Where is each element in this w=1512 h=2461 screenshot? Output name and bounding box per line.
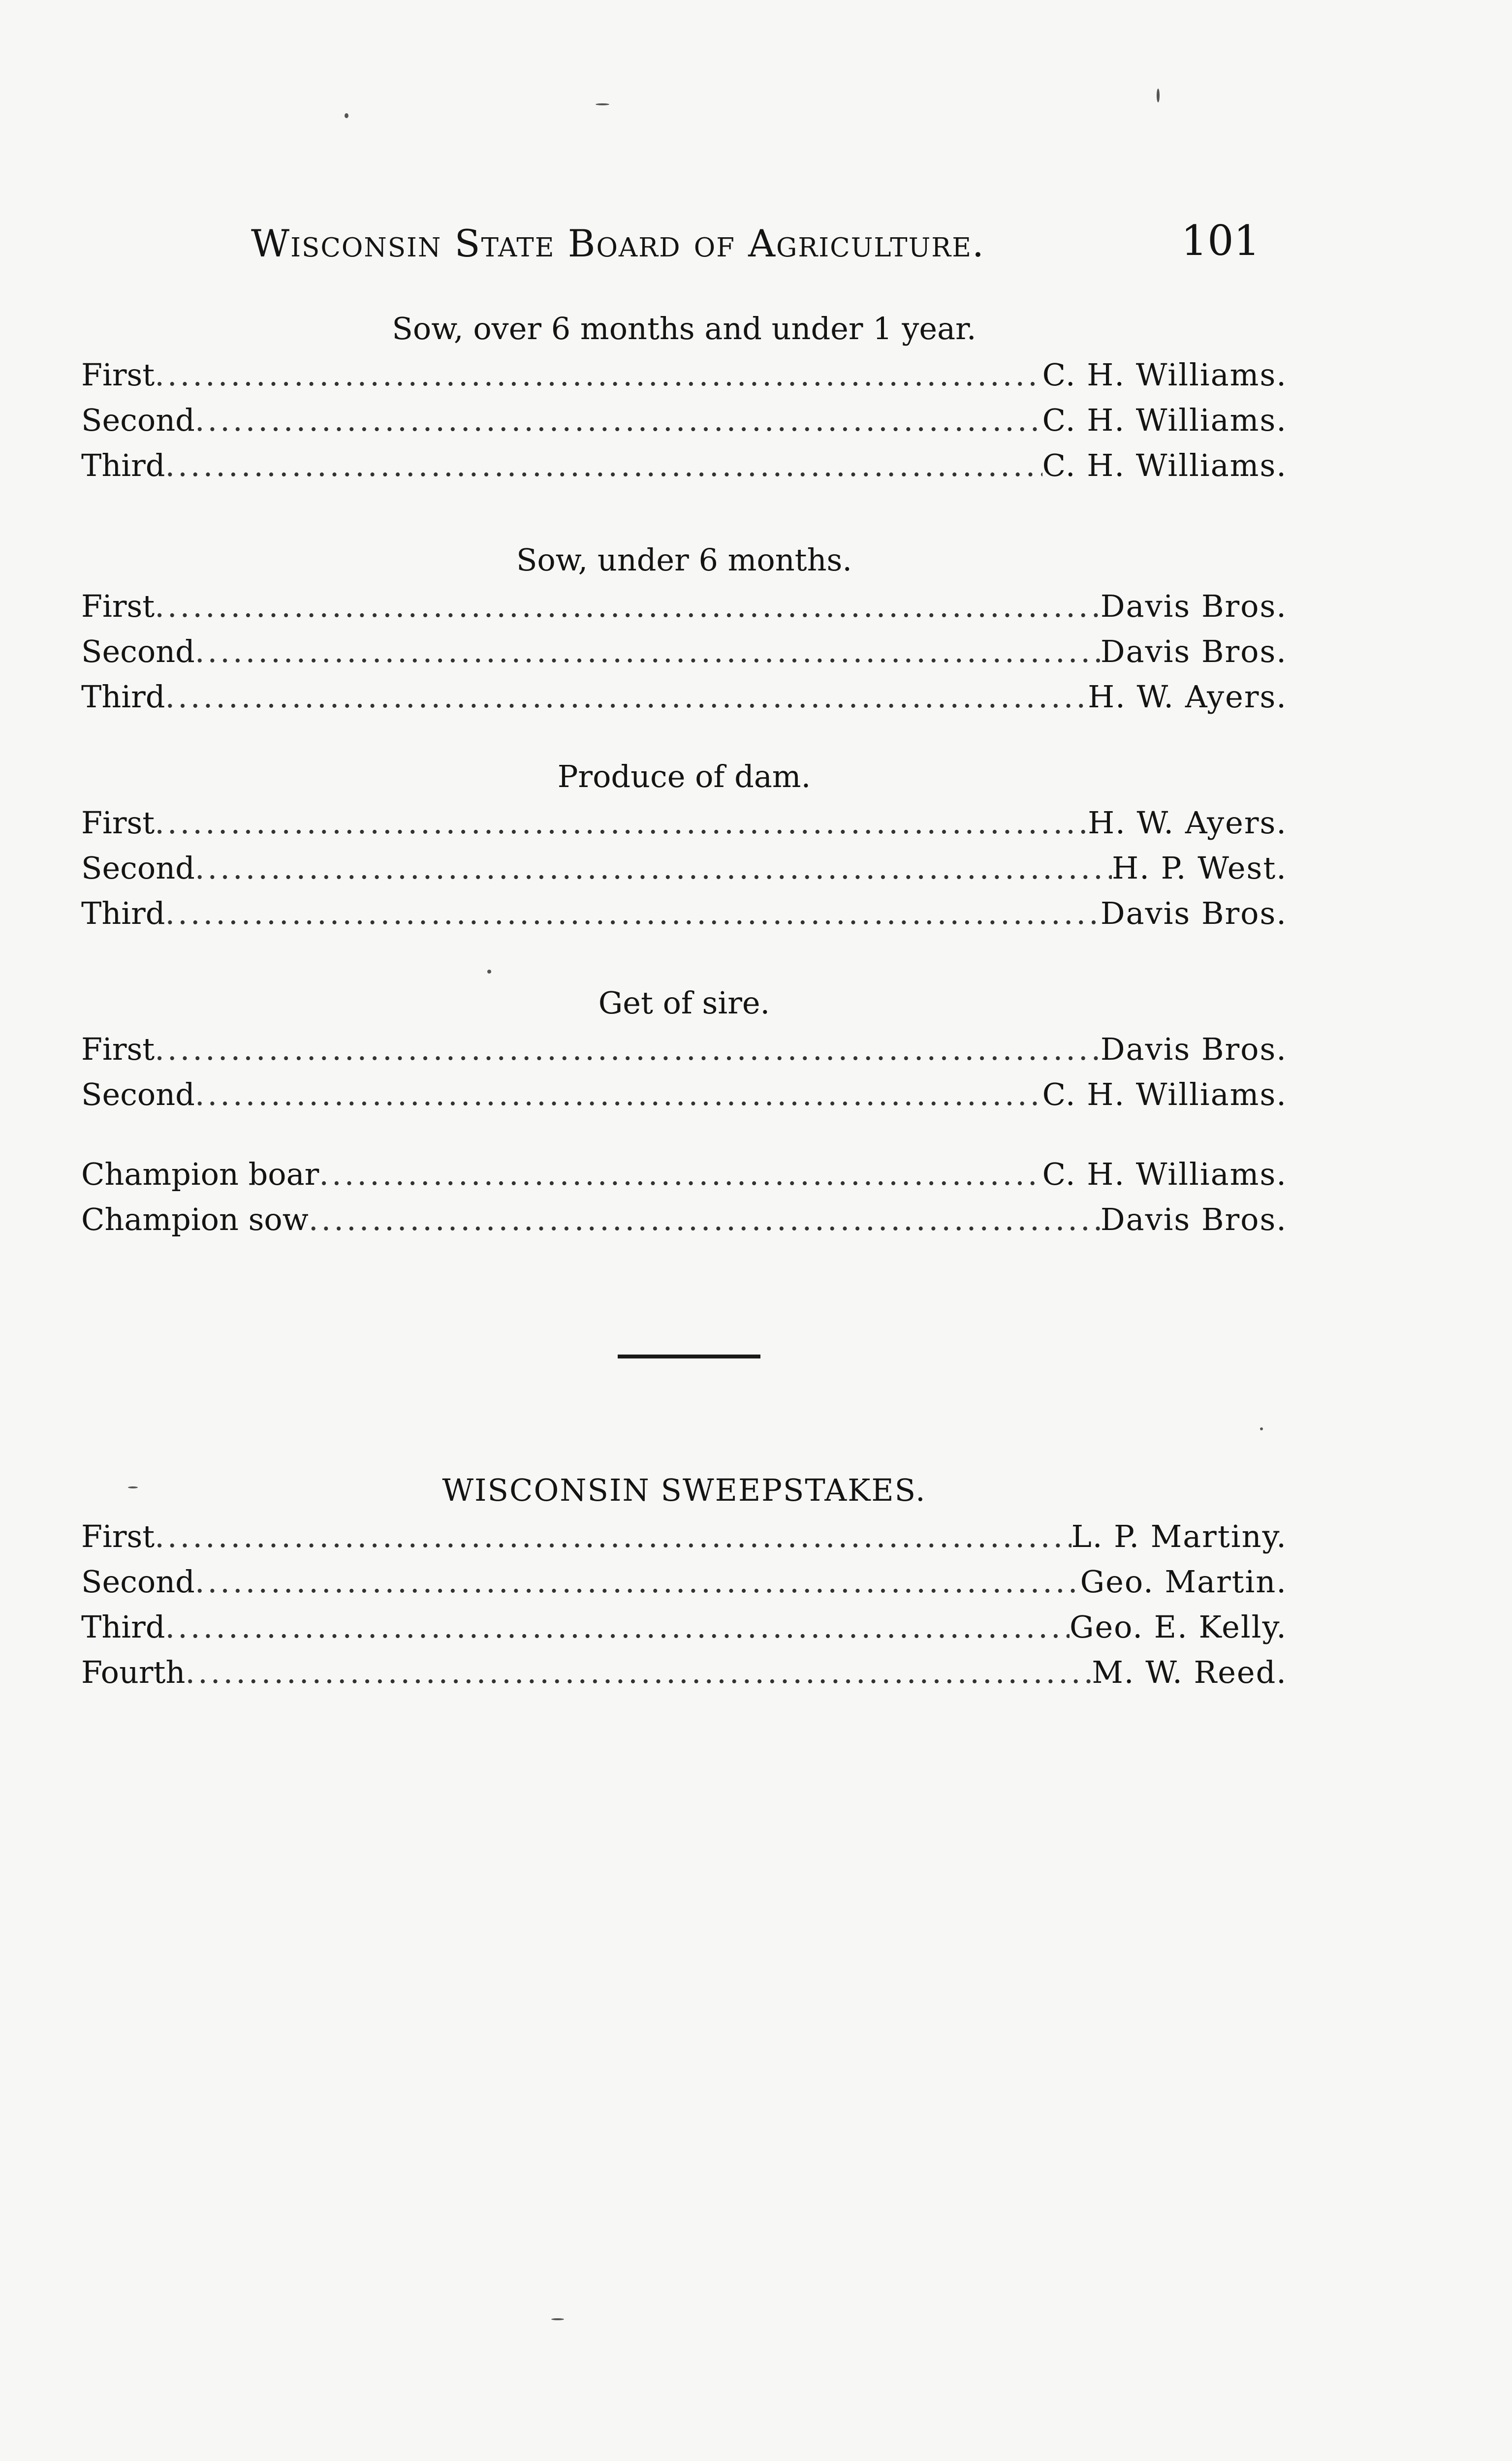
list-item	[81, 674, 1287, 720]
list-item	[81, 1152, 1287, 1197]
scan-speck	[345, 113, 348, 118]
scan-speck	[1157, 89, 1160, 102]
winner-name: C. H. Williams.	[1042, 1156, 1287, 1192]
leader-dots	[195, 629, 1101, 674]
list-item	[81, 891, 1287, 936]
place-label: Second	[81, 1076, 195, 1112]
list-item	[81, 398, 1287, 443]
list-item	[81, 1197, 1287, 1242]
section-heading: WISCONSIN SWEEPSTAKES.	[442, 1472, 926, 1508]
winner-name: Davis Bros.	[1100, 1031, 1287, 1067]
winner-name: H. W. Ayers.	[1088, 805, 1287, 841]
leader-dots	[165, 674, 1088, 720]
leader-dots	[195, 1072, 1042, 1117]
leader-dots	[165, 443, 1042, 488]
scan-speck	[128, 1486, 138, 1488]
list-item	[81, 1605, 1287, 1650]
leader-dots	[155, 800, 1088, 846]
scan-speck	[487, 970, 491, 974]
list-item	[81, 1559, 1287, 1605]
winner-name: C. H. Williams.	[1042, 402, 1287, 438]
scan-speck	[1260, 1427, 1263, 1430]
leader-dots	[165, 1605, 1069, 1650]
leader-dots	[195, 846, 1112, 891]
leader-dots	[155, 1514, 1071, 1559]
list-item	[81, 443, 1287, 488]
section-champions	[81, 1152, 1287, 1242]
section-divider	[618, 1355, 760, 1358]
place-label: Fourth	[81, 1654, 186, 1690]
leader-dots	[155, 352, 1042, 398]
section-heading: Sow, under 6 months.	[516, 542, 852, 578]
section-get-of-sire	[81, 979, 1287, 1117]
list-item	[81, 629, 1287, 674]
list-item	[81, 1027, 1287, 1072]
winner-name: C. H. Williams.	[1042, 357, 1287, 393]
leader-dots	[319, 1152, 1042, 1197]
list-item	[81, 584, 1287, 629]
scan-speck	[596, 103, 609, 105]
section-sow-under-6-months	[81, 536, 1287, 720]
list-item	[81, 846, 1287, 891]
list-item	[81, 1650, 1287, 1695]
list-item	[81, 1514, 1287, 1559]
place-label: Champion sow	[81, 1201, 309, 1237]
place-label: Third	[81, 679, 165, 715]
winner-name: Davis Bros.	[1100, 1201, 1287, 1237]
section-sow-over-6-months	[81, 305, 1287, 488]
list-item	[81, 800, 1287, 846]
section-heading: Get of sire.	[598, 985, 770, 1021]
leader-dots	[309, 1197, 1101, 1242]
leader-dots	[155, 1027, 1101, 1072]
section-wisconsin-sweepstakes	[81, 1467, 1287, 1695]
scan-speck	[551, 2318, 564, 2320]
place-label: Second	[81, 1564, 195, 1600]
place-label: First	[81, 1031, 155, 1067]
place-label: Second	[81, 850, 195, 886]
place-label: Second	[81, 633, 195, 669]
place-label: First	[81, 357, 155, 393]
winner-name: Geo. Martin.	[1080, 1564, 1287, 1600]
leader-dots	[165, 891, 1100, 936]
place-label: First	[81, 1518, 155, 1554]
section-heading: Sow, over 6 months and under 1 year.	[392, 311, 976, 347]
place-label: Third	[81, 1609, 165, 1645]
leader-dots	[195, 1559, 1080, 1605]
winner-name: H. P. West.	[1112, 850, 1287, 886]
winner-name: Geo. E. Kelly.	[1069, 1609, 1287, 1645]
list-item	[81, 352, 1287, 398]
place-label: First	[81, 588, 155, 624]
leader-dots	[195, 398, 1042, 443]
winner-name: M. W. Reed.	[1092, 1654, 1287, 1690]
page-number: 101	[1181, 217, 1260, 265]
running-title: Wisconsin State Board of Agriculture.	[251, 221, 985, 265]
leader-dots	[185, 1650, 1092, 1695]
section-produce-of-dam	[81, 753, 1287, 936]
section-heading: Produce of dam.	[557, 758, 811, 794]
winner-name: C. H. Williams.	[1042, 1076, 1287, 1112]
page-header	[251, 217, 1260, 276]
winner-name: Davis Bros.	[1100, 895, 1287, 931]
place-label: Second	[81, 402, 195, 438]
leader-dots	[155, 584, 1101, 629]
winner-name: L. P. Martiny.	[1071, 1518, 1287, 1554]
place-label: Third	[81, 447, 165, 483]
winner-name: C. H. Williams.	[1042, 447, 1287, 483]
place-label: Third	[81, 895, 165, 931]
place-label: Champion boar	[81, 1156, 319, 1192]
place-label: First	[81, 805, 155, 841]
list-item	[81, 1072, 1287, 1117]
winner-name: Davis Bros.	[1100, 588, 1287, 624]
winner-name: H. W. Ayers.	[1088, 679, 1287, 715]
winner-name: Davis Bros.	[1100, 633, 1287, 669]
